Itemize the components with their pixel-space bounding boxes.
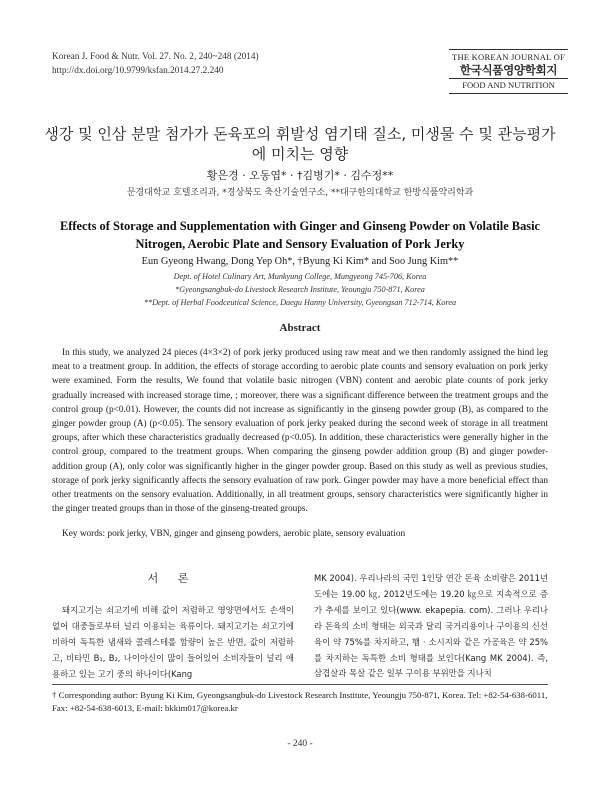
abstract-text: In this study, we analyzed 24 pieces (4×3×2) of pork jerky produced using raw meat and we then randomly assigned the hind leg meat to a treatment group. In addition, the effects of storage according to aerobic plate counts and sensory evaluation on pork jerky were examined. Form the results, We found that volatile basic nitrogen (VBN) content and aerobic plate counts of pork jerky gradually increased with increased storage time, ; moreover, there was a significant difference between the treatment groups and the control group (p<0.01). However, the counts did not increase as significantly in the ginseng powder group (B), as compared to the ginger powder group (A) (p<0.05). The sensory evaluation of pork jerky peaked during the second week of storage in all treatment groups, after which these characteristics gradually decreased (p<0.05). In addition, these characteristics were generally higher in the control group, compared to the treatment groups. When comparing the ginseng powder addition group (B) and ginger powder-addition group (A), only color was significantly higher in the ginger powder group. Based on this study as well as previous studies, storage of pork jerky significantly affects the sensory evaluation of raw pork. Ginger powder may have a more beneficial effect than other treatments on the sensory evaluation. Additionally, in all treatment groups, sensory characteristics were significantly higher in the ginger treated groups than in those of the ginseng-treated groups. bbox=[52, 348, 548, 515]
abstract-body bbox=[52, 346, 548, 516]
body-paragraph-right: MK 2004). 우리나라의 국민 1인당 연간 돈육 소비량은 2011년도에는 19.00 ㎏, 2012년도에는 19.20 ㎏으로 지속적으로 증가 추세를 보이고 있다(www. ekapepia. com). 그러나 우리나라 돈육의 소비 형태는 외국과 달리 국거리용이나 구이용의 신선육이 약 75%를 차지하고, 햄 · 소시지와 같은 가공육은 약 25%를 차지하는 독특한 소비 형태를 보인다(Kang MK 2004). 즉, 삼겹살과 목살 같은 일부 구이용 부위만을 지나치 bbox=[314, 573, 548, 679]
korean-authors: 황은경 · 오동엽* · †김병기* · 김수정** bbox=[206, 169, 394, 182]
page-number: - 240 - bbox=[287, 739, 313, 749]
korean-title: 생강 및 인삼 분말 첨가가 돈육포의 휘발성 염기태 질소, 미생물 수 및 관능평가에 미치는 영향 bbox=[44, 125, 556, 163]
english-authors: Eun Gyeong Hwang, Dong Yep Oh*, †Byung Ki Kim* and Soo Jung Kim** bbox=[141, 256, 459, 267]
affiliation-1: Dept. of Hotel Culinary Art, Munkyung College, Mungyeong 745-706, Korea bbox=[173, 272, 427, 281]
english-title: Effects of Storage and Supplementation with Ginger and Ginseng Powder on Volatile Basic Nitrogen, Aerobic Plate and Sensory Evaluation of Pork Jerky bbox=[59, 219, 541, 251]
section-title-introduction: 서 론 bbox=[147, 572, 197, 585]
journal-logo bbox=[449, 49, 568, 94]
journal-citation-block bbox=[52, 50, 259, 78]
affiliation-2: *Gyeongsangbuk-do Livestock Research Institute, Yeoungju 750-871, Korea bbox=[175, 285, 425, 294]
corresponding-author-footnote: † Corresponding author: Byung Ki Kim, Gyeongsangbuk-do Livestock Research Institute, Yeoungju 750-871, Korea. Tel: +82-54-638-6011, Fax: +82-54-638-6013, E-mail: bkkim017@korea.kr bbox=[52, 690, 548, 713]
journal-logo-top: THE KOREAN JOURNAL OF bbox=[452, 52, 565, 62]
body-column-left bbox=[52, 603, 294, 683]
body-column-right bbox=[314, 571, 548, 682]
body-paragraph-left: 돼지고기는 쇠고기에 비해 값이 저렴하고 영양면에서도 손색이 없어 대중들로부터 널리 이용되는 육류이다. 돼지고기는 쇠고기에 비하여 독특한 냄새와 콜레스테롤 함량이 높은 반면, 값이 저렴하고, 비타민 B₁, B₂, 나이아신이 많이 들어있어 소비자들이 널리 애용하고 있는 고기 중의 하나이다(Kang bbox=[52, 605, 294, 679]
affiliation-3: **Dept. of Herbal Foodceutical Science, Daegu Hanny University, Gyeongsan 712-714, Korea bbox=[143, 298, 457, 307]
footnote-divider bbox=[52, 684, 548, 685]
citation-line: Korean J. Food & Nutr. Vol. 27. No. 2, 240~248 (2014) bbox=[52, 52, 259, 62]
korean-affiliations: 문경대학교 호텔조리과, *경상북도 축산기술연구소, **대구한의대학교 한방식품약리학과 bbox=[126, 188, 474, 198]
journal-logo-bottom: FOOD AND NUTRITION bbox=[449, 78, 568, 91]
abstract-heading: Abstract bbox=[279, 322, 321, 334]
doi-link[interactable]: http://dx.doi.org/10.9799/ksfan.2014.27.2.240 bbox=[52, 66, 224, 76]
journal-logo-korean: 한국식품영양학회지 bbox=[459, 63, 558, 77]
keywords: Key words: pork jerky, VBN, ginger and ginseng powders, aerobic plate, sensory evaluation bbox=[62, 529, 406, 539]
